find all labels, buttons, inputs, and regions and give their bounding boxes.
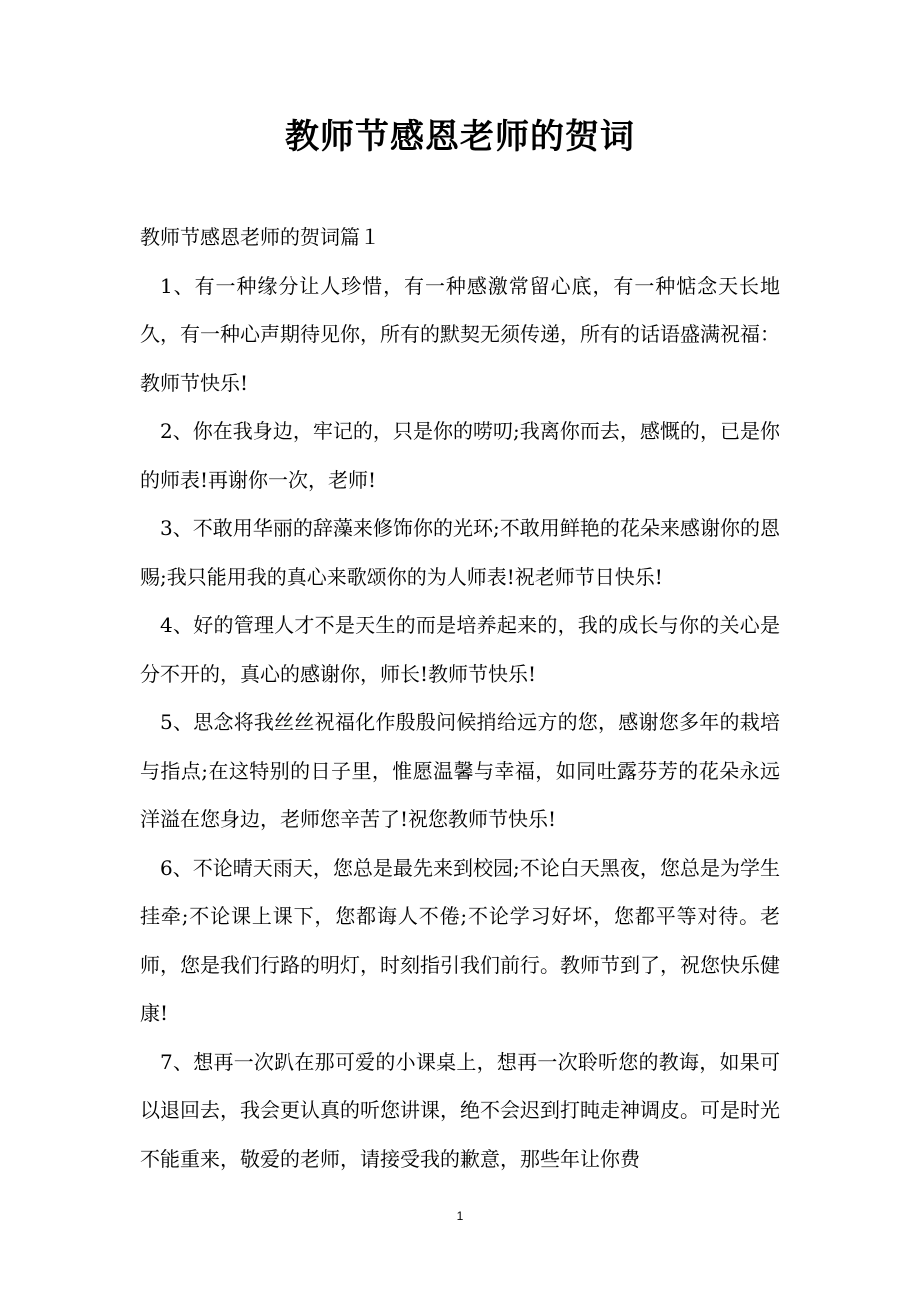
paragraph-5: 5、思念将我丝丝祝福化作殷殷问候捎给远方的您，感谢您多年的栽培与指点;在这特别的日子里，惟愿温馨与幸福，如同吐露芬芳的花朵永远洋溢在您身边，老师您辛苦了!祝您教师节快乐! — [140, 710, 780, 831]
paragraph-6: 6、不论晴天雨天，您总是最先来到校园;不论白天黑夜，您总是为学生挂牵;不论课上课下，您都诲人不倦;不论学习好坏，您都平等对待。老师，您是我们行路的明灯，时刻指引我们前行。教师节到了，祝您快乐健康! — [140, 855, 780, 1025]
paragraph-4: 4、好的管理人才不是天生的而是培养起来的，我的成长与你的关心是分不开的，真心的感谢你，师长!教师节快乐! — [140, 613, 780, 686]
paragraph-7: 7、想再一次趴在那可爱的小课桌上，想再一次聆听您的教诲，如果可以退回去，我会更认真的听您讲课，绝不会迟到打盹走神调皮。可是时光不能重来，敬爱的老师，请接受我的歉意，那些年让你费 — [140, 1049, 780, 1171]
paragraph-3: 3、不敢用华丽的辞藻来修饰你的光环;不敢用鲜艳的花朵来感谢你的恩赐;我只能用我的真心来歌颂你的为人师表!祝老师节日快乐! — [140, 516, 780, 589]
section-heading: 教师节感恩老师的贺词篇１ — [140, 225, 380, 249]
paragraph-2: 2、你在我身边，牢记的，只是你的唠叨;我离你而去，感慨的，已是你的师表!再谢你一次，老师! — [140, 419, 780, 492]
document-title: 教师节感恩老师的贺词 — [285, 117, 635, 157]
page-number: 1 — [456, 1209, 464, 1223]
paragraph-1: 1、有一种缘分让人珍惜，有一种感激常留心底，有一种惦念天长地久，有一种心声期待见你，所有的默契无须传递，所有的话语盛满祝福：教师节快乐! — [140, 273, 780, 395]
document-body — [140, 213, 780, 1183]
